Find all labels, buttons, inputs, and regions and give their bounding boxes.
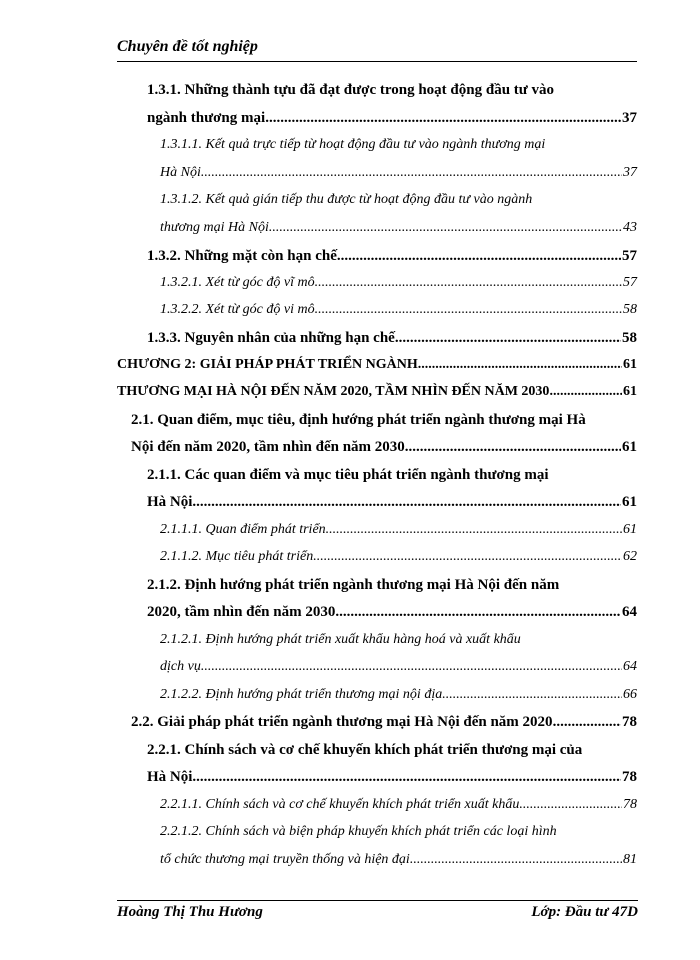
toc-entry-text: ngành thương mại <box>147 110 266 126</box>
toc-entry-text: 1.3.3. Nguyên nhân của những hạn chế <box>147 330 395 346</box>
toc-entry-text: 2020, tầm nhìn đến năm 2030 <box>147 604 336 620</box>
toc-page-number: 61 <box>622 494 637 510</box>
toc-page-number: 43 <box>623 220 637 235</box>
toc-entry-text: Nội đến năm 2020, tầm nhìn đến năm 2030 <box>131 439 405 455</box>
toc-entry[interactable] <box>160 547 637 567</box>
toc-entry[interactable] <box>160 273 637 293</box>
toc-leader-dots <box>405 437 621 457</box>
toc-entry <box>131 410 586 430</box>
toc-entry-text: thương mại Hà Nội <box>160 220 269 235</box>
toc-entry[interactable] <box>147 602 637 622</box>
toc-entry-text: 2.1.1.1. Quan điểm phát triển <box>160 522 326 537</box>
toc-entry-text: THƯƠNG MẠI HÀ NỘI ĐẾN NĂM 2020, TẦM NHÌN ĐẾN NĂM 2030 <box>117 384 550 399</box>
toc-leader-dots <box>442 685 622 705</box>
toc-page-number: 66 <box>623 687 637 702</box>
toc-leader-dots <box>410 850 622 870</box>
toc-leader-dots <box>269 218 622 238</box>
toc-entry[interactable] <box>131 712 637 732</box>
toc-leader-dots <box>326 520 622 540</box>
toc-entry-text: 1.3.2. Những mặt còn hạn chế <box>147 248 337 264</box>
toc-entry-text: 1.3.1.1. Kết quả trực tiếp từ hoạt động đầu tư vào ngành thương mại <box>160 137 546 152</box>
toc-leader-dots <box>337 246 621 266</box>
toc-entry[interactable] <box>160 520 637 540</box>
toc-entry <box>160 135 545 155</box>
toc-page-number: 62 <box>623 549 637 564</box>
toc-leader-dots <box>549 382 622 402</box>
toc-page-number: 61 <box>622 439 637 455</box>
toc-entry[interactable] <box>147 492 637 512</box>
toc-entry-text: Hà Nội <box>160 165 201 180</box>
toc-leader-dots <box>553 712 621 732</box>
toc-page-number: 61 <box>623 357 637 372</box>
toc-entry[interactable] <box>147 108 637 128</box>
toc-entry[interactable] <box>160 795 637 815</box>
toc-entry <box>147 80 554 100</box>
toc-page-number: 37 <box>623 165 637 180</box>
toc-entry-text: 2.2. Giải pháp phát triển ngành thương mại Hà Nội đến năm 2020 <box>131 714 553 730</box>
toc-page-number: 78 <box>622 769 637 785</box>
toc-entry-text: 2.2.1.1. Chính sách và cơ chế khuyến khích phát triển xuất khẩu <box>160 797 520 812</box>
toc-page-number: 64 <box>623 659 637 674</box>
toc-leader-dots <box>313 547 622 567</box>
toc-page-number: 81 <box>623 852 637 867</box>
toc-entry-text: 2.1.2. Định hướng phát triển ngành thương mại Hà Nội đến năm <box>147 577 560 593</box>
toc-entry-text: dịch vụ <box>160 659 201 674</box>
toc-entry[interactable] <box>160 163 637 183</box>
toc-entry-text: 2.1.1. Các quan điểm và mục tiêu phát triển ngành thương mại <box>147 467 549 483</box>
toc-page-number: 58 <box>623 302 637 317</box>
toc-entry[interactable] <box>117 382 637 402</box>
toc-entry-text: 1.3.2.2. Xét từ góc độ vi mô <box>160 302 315 317</box>
toc-entry[interactable] <box>160 850 637 870</box>
toc-leader-dots <box>192 767 621 787</box>
toc-entry <box>147 465 549 485</box>
toc-leader-dots <box>395 328 621 348</box>
toc-leader-dots <box>201 657 622 677</box>
toc-entry-text: 2.2.1. Chính sách và cơ chế khuyến khích phát triển thương mại của <box>147 742 583 758</box>
toc-entry-text: 2.1.1.2. Mục tiêu phát triển <box>160 549 314 564</box>
toc-entry[interactable] <box>147 246 637 266</box>
toc-leader-dots <box>192 492 621 512</box>
toc-entry <box>147 740 582 760</box>
toc-entry[interactable] <box>117 355 637 375</box>
toc-page-number: 78 <box>622 714 637 730</box>
toc-leader-dots <box>418 355 622 375</box>
toc-entry[interactable] <box>160 218 637 238</box>
toc-leader-dots <box>315 273 622 293</box>
toc-entry-text: 2.1.2.2. Định hướng phát triển thương mại nội địa <box>160 687 443 702</box>
toc-leader-dots <box>519 795 622 815</box>
toc-entry[interactable] <box>160 300 637 320</box>
header-title: Chuyên đề tốt nghiệp <box>117 38 258 55</box>
toc-leader-dots <box>265 108 621 128</box>
toc-entry-text: 2.1. Quan điểm, mục tiêu, định hướng phát triển ngành thương mại Hà <box>131 412 586 428</box>
toc-entry-text: Hà Nội <box>147 494 193 510</box>
toc-entry[interactable] <box>131 437 637 457</box>
footer-author: Hoàng Thị Thu Hương <box>117 904 263 920</box>
toc-entry <box>160 190 532 210</box>
toc-entry[interactable] <box>160 685 637 705</box>
toc-page-number: 61 <box>623 384 637 399</box>
toc-entry[interactable] <box>147 767 637 787</box>
toc-entry[interactable] <box>147 328 637 348</box>
toc-entry-text: 1.3.1. Những thành tựu đã đạt được trong hoạt động đầu tư vào <box>147 82 555 98</box>
toc-page-number: 37 <box>622 110 637 126</box>
toc-leader-dots <box>315 300 622 320</box>
toc-page-number: 78 <box>623 797 637 812</box>
toc-entry-text: 2.1.2.1. Định hướng phát triển xuất khẩu hàng hoá và xuất khẩu <box>160 632 521 647</box>
toc-page-number: 58 <box>622 330 637 346</box>
toc-leader-dots <box>201 163 622 183</box>
toc-entry <box>147 575 559 595</box>
toc-page-number: 64 <box>622 604 637 620</box>
page-footer <box>117 900 638 921</box>
toc-entry-text: 1.3.1.2. Kết quả gián tiếp thu được từ hoạt động đầu tư vào ngành <box>160 192 533 207</box>
toc-entry <box>160 630 521 650</box>
toc-entry[interactable] <box>160 657 637 677</box>
toc-entry-text: CHƯƠNG 2: GIẢI PHÁP PHÁT TRIỂN NGÀNH <box>117 357 418 372</box>
toc-entry-text: Hà Nội <box>147 769 193 785</box>
toc-entry-text: 2.2.1.2. Chính sách và biện pháp khuyến khích phát triển các loại hình <box>160 824 557 839</box>
toc-entry-text: 1.3.2.1. Xét từ góc độ vĩ mô <box>160 275 315 290</box>
toc-entry <box>160 822 557 842</box>
footer-class: Lớp: Đầu tư 47D <box>531 904 638 920</box>
toc-entry-text: tổ chức thương mại truyền thống và hiện đại <box>160 852 410 867</box>
toc-leader-dots <box>335 602 621 622</box>
toc-page-number: 57 <box>623 275 637 290</box>
toc-page-number: 57 <box>622 248 637 264</box>
toc-page-number: 61 <box>623 522 637 537</box>
